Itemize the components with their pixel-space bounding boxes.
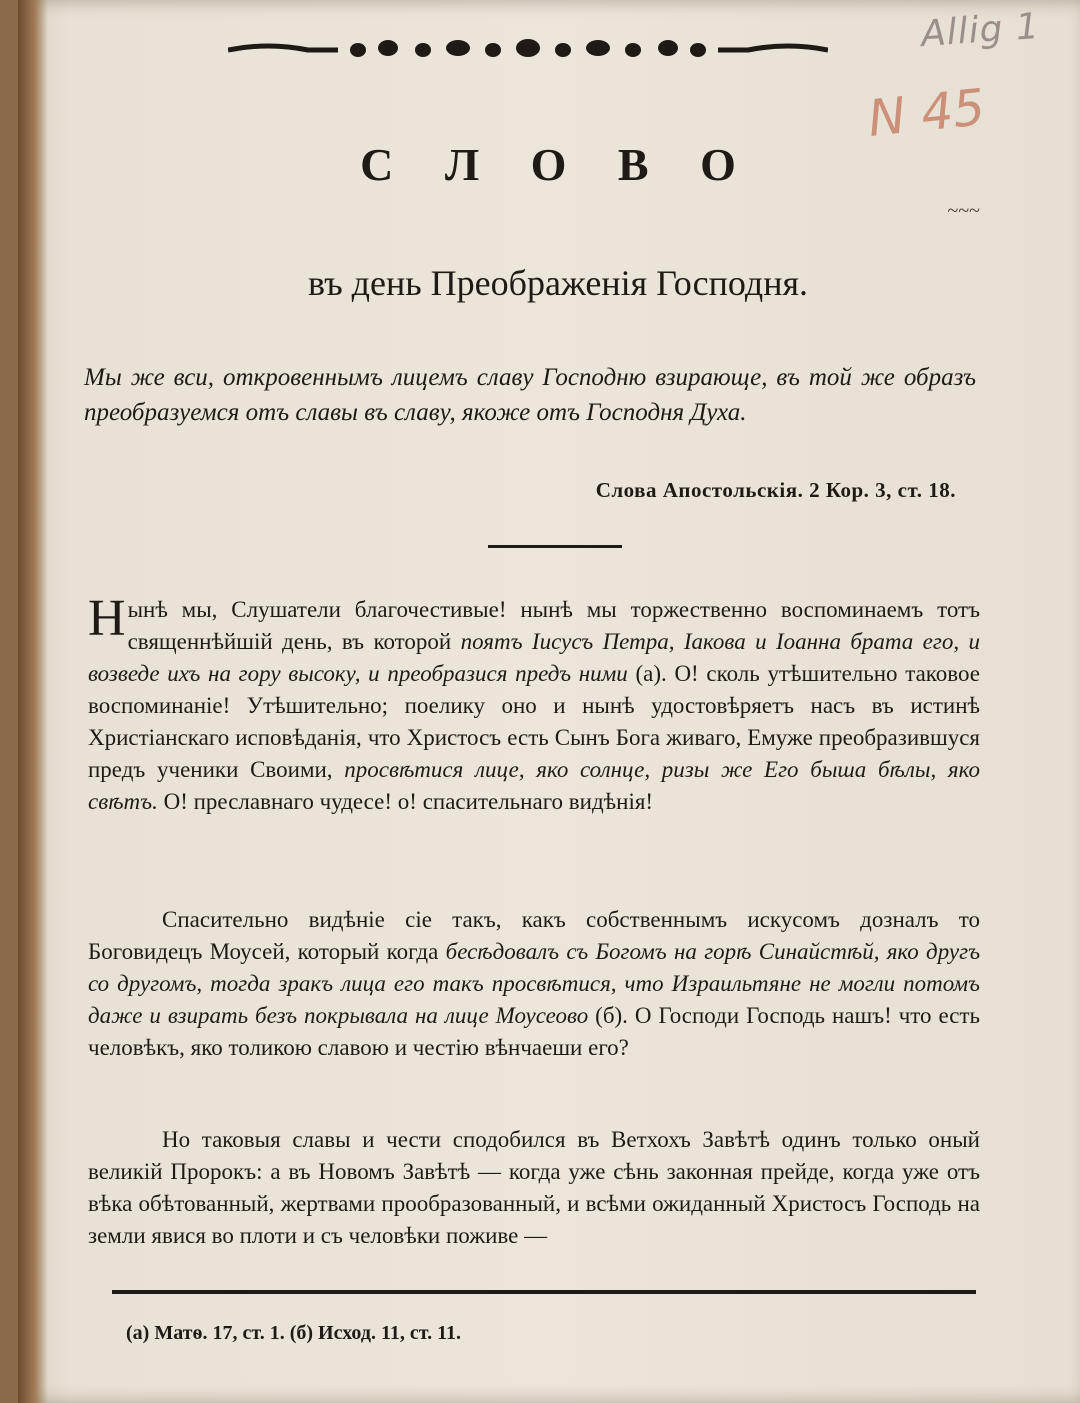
drop-cap: Н (88, 590, 126, 647)
handwritten-annotation: Allig 1 (919, 5, 1042, 56)
margin-mark: ~~~ (947, 200, 980, 222)
paragraph-1-text-c: О! преславнаго чудесе! о! спасительнаго видѣнія! (157, 789, 654, 814)
paragraph-1 (88, 590, 980, 818)
paragraph-2-text-b: (б). О Господи Господь нашъ! что есть человѣкъ, яко толикою славою и честію вѣнчаеши его? (88, 1003, 980, 1060)
paragraph-1-text-b: (а). О! сколь утѣшительно таковое воспоминаніе! Утѣшительно; поелику оно и нынѣ удостовѣряетъ насъ въ истинѣ Христіанскаго исповѣданія, что Христосъ есть Сынъ Бога живаго, Емуже преобразившуся предъ ученики Своими, (88, 661, 980, 782)
paragraph-1-quote-2: просвѣтися лице, яко солнце, ризы же Его быша бѣлы, яко свѣтъ. (88, 757, 980, 814)
paragraph-3: Но таковыя славы и чести сподобился въ Ветхохъ Завѣтѣ одинъ только оный великій Пророкъ: а въ Новомъ Завѣтѣ — когда уже сѣнь законная прейде, когда уже отъ вѣка обѣтованный, жертвами прообразованный, и всѣми ожиданный Христосъ Господь на земли явися во плоти и съ человѣки поживе — (88, 1127, 980, 1248)
footnote-separator (112, 1290, 976, 1294)
paragraph-1-text-a: ынѣ мы, Слушатели благочестивые! нынѣ мы торжественно воспоминаемъ тотъ священнѣйшій день, въ которой (127, 597, 980, 654)
short-separator (488, 545, 622, 548)
epigraph: Мы же вси, откровеннымъ лицемъ славу Господню взирающе, въ той же образъ преобразуемся отъ славы въ славу, якоже отъ Господня Духа. (84, 364, 976, 426)
paragraph-2-quote: бесѣдовалъ съ Богомъ на горѣ Синайстѣй, яко другъ со другомъ, тогда зракъ лица его такъ просвѣтися, что Израильтяне не могли потомъ даже и взирать безъ покрывала на лице Моусеово (88, 939, 981, 1028)
page-subtitle: въ день Преображенія Господня. (307, 263, 809, 303)
paragraph-2 (88, 904, 980, 1064)
page-title: С Л О В О (360, 139, 756, 190)
header-ornament (228, 36, 828, 62)
page-sheet (18, 0, 1080, 1403)
paragraph-1-quote-1: поятъ Іисусъ Петра, Іакова и Іоанна брата его, и возведе ихъ на гору высоку, и преобразися предъ ними (88, 629, 980, 686)
epigraph-citation: Слова Апостольскія. 2 Кор. 3, ст. 18. (595, 478, 956, 502)
paragraph-2-text-a: Спасительно видѣніе сіе такъ, какъ собственнымъ искусомъ дозналъ то Боговидецъ Моусей, который когда (88, 907, 980, 964)
footnotes: (а) Матѳ. 17, ст. 1. (б) Исход. 11, ст. 11. (126, 1322, 461, 1344)
binding-edge (18, 0, 48, 1403)
handwritten-number: N 45 (865, 78, 988, 148)
